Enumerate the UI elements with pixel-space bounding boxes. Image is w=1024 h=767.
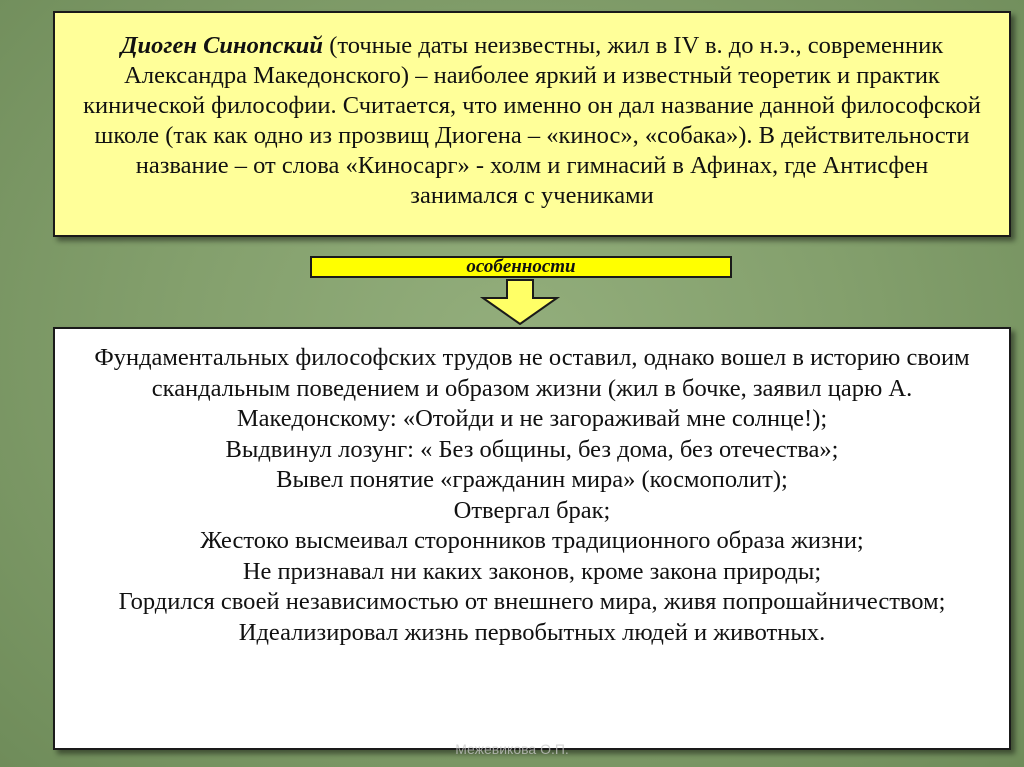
feature-line: Выдвинул лозунг: « Без общины, без дома, без отечества»; (225, 435, 839, 463)
feature-line: Гордился своей независимостью от внешнего мира, живя попрошайничеством; (118, 588, 946, 615)
author-watermark: Межевикова О.П. (455, 741, 569, 757)
features-label: особенности (466, 256, 576, 277)
feature-line: Не признавал ни каких законов, кроме закона природы; (242, 557, 822, 585)
feature-line: Жестоко высмеивал сторонников традиционного образа жизни; (200, 527, 864, 554)
feature-line: Идеализировал жизнь первобытных людей и животных. (238, 618, 826, 646)
features-text-box (53, 327, 1011, 750)
philosopher-name: Диоген Синопский (120, 32, 324, 59)
features-label-bar (310, 256, 732, 278)
intro-text-box (53, 11, 1011, 237)
feature-line: Отвергал брак; (453, 496, 611, 524)
feature-line: Вывел понятие «гражданин мира» (космополит); (276, 466, 788, 493)
intro-text: (точные даты неизвестны, жил в IV в. до н.э., современник Александра Македонского) – наиболее яркий и известный теоретик и практик кинической философии. Считается, что именно он дал название данной философской школе (так как одно из прозвищ Диогена – «кинос», «собака»). В действительности название – от слова «Киносарг» - холм и гимнасий в Афинах, где Антисфен занимался с учениками (83, 32, 981, 209)
feature-line: Фундаментальных философских трудов не оставил, однако вошел в историю своим скандальным поведением и образом жизни (жил в бочке, заявил царю А. Македонскому: «Отойди и не загораживай мне солнце!); (94, 344, 970, 432)
down-arrow-icon (480, 279, 560, 325)
